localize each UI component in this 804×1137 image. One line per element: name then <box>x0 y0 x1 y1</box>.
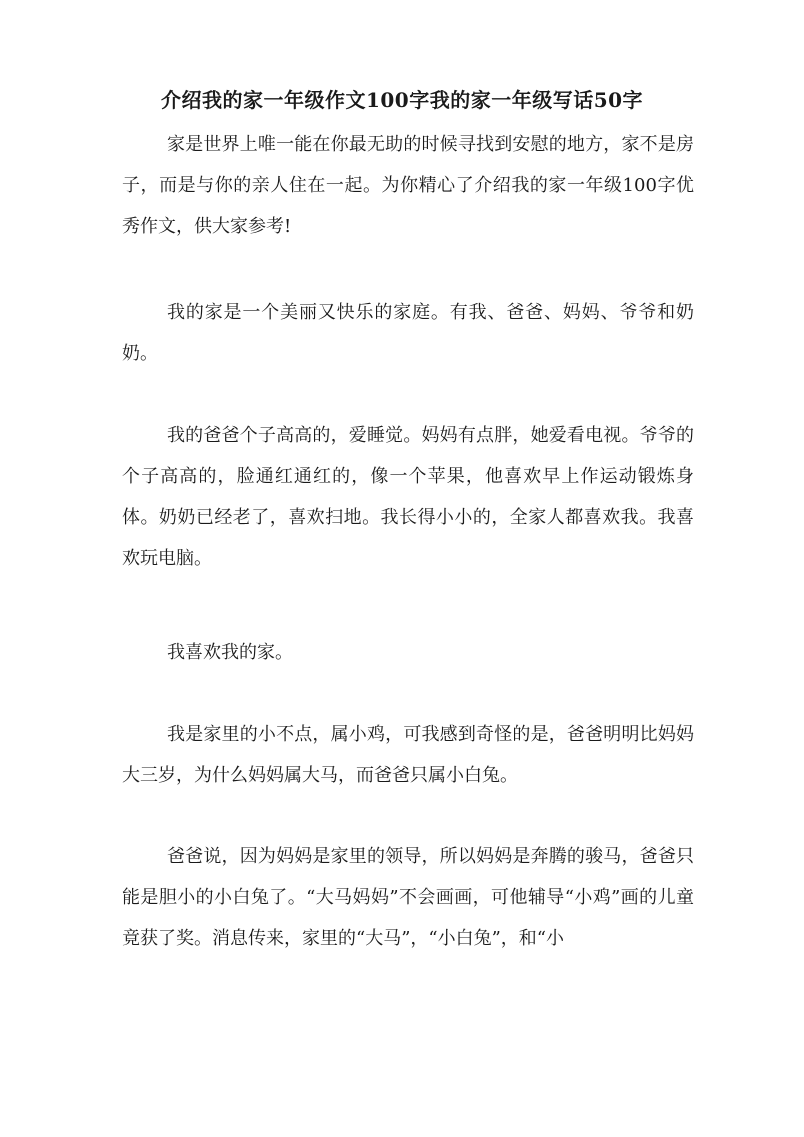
document-title: 介绍我的家一年级作文100字我的家一年级写话50字 <box>160 88 644 112</box>
paragraph-like-home: 我喜欢我的家。 <box>167 642 293 663</box>
paragraph-family-members: 我的家是一个美丽又快乐的家庭。有我、爸爸、妈妈、爷爷和奶奶。 <box>122 302 694 364</box>
paragraph-dad-explains: 爸爸说，因为妈妈是家里的领导，所以妈妈是奔腾的骏马，爸爸只能是胆小的小白兔了。“大马妈妈”不会画画，可他辅导“小鸡”画的儿童竟获了奖。消息传来，家里的“大马”，“小白兔”，和“小 <box>122 846 694 949</box>
paragraph-zodiac: 我是家里的小不点，属小鸡，可我感到奇怪的是，爸爸明明比妈妈大三岁，为什么妈妈属大马，而爸爸只属小白兔。 <box>122 724 694 786</box>
paragraph-intro: 家是世界上唯一能在你最无助的时候寻找到安慰的地方，家不是房子，而是与你的亲人住在一起。为你精心了介绍我的家一年级100字优秀作文，供大家参考! <box>122 134 694 237</box>
paragraph-family-descriptions: 我的爸爸个子高高的，爱睡觉。妈妈有点胖，她爱看电视。爷爷的个子高高的，脸通红通红的，像一个苹果，他喜欢早上作运动锻炼身体。奶奶已经老了，喜欢扫地。我长得小小的，全家人都喜欢我。我喜欢玩电脑。 <box>122 425 694 569</box>
